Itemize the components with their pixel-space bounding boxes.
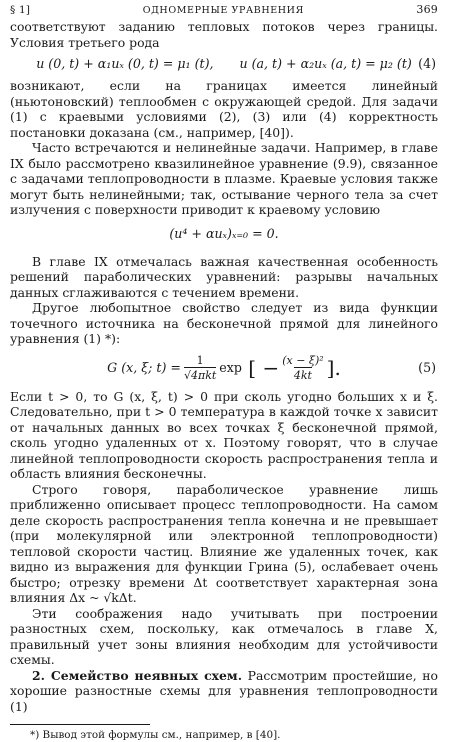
equation-5-numerator: 1 bbox=[196, 353, 204, 367]
equation-5-fraction bbox=[184, 354, 216, 382]
equation-5-denominator: √4πkt bbox=[183, 368, 217, 382]
equation-5-exp: exp bbox=[219, 359, 242, 375]
paragraph-7: Строго говоря, параболическое уравнение лишь приближенно описывает процесс теплопроводности. На самом деле скорость распространения тепла конечна и не превышает (при молекулярной или электронной теплопроводности) тепловой скорости частиц. Влияние же удаленных точек, как видно из выражения для функции Грина (5), ослабевает очень быстро; отрезку времени Δt соответствует характерная зона влияния Δx ~ √kΔt. bbox=[10, 481, 438, 605]
equation-5-lhs: G (x, ξ; t) = bbox=[107, 359, 181, 375]
running-head bbox=[10, 3, 438, 19]
subsection-heading: 2. Семейство неявных схем. bbox=[32, 667, 243, 683]
footnote: *) Вывод этой формулы см., например, в [40]. bbox=[30, 729, 281, 741]
equation-nonlinear-text: (u⁴ + αuₓ)ₓ₌₀ = 0. bbox=[169, 225, 279, 241]
paragraph-5: Другое любопытное свойство следует из вида функции точечного источника на бесконечной прямой для линейного уравнения (1) *): bbox=[10, 300, 438, 346]
left-bracket: [ − bbox=[241, 355, 280, 380]
section-marker: § 1] bbox=[10, 4, 31, 16]
equation-5-exponent-denominator: 4kt bbox=[293, 368, 312, 382]
paragraph-3: Часто встречаются и нелинейные задачи. Например, в главе IX было рассмотрено квазилинейное уравнение (9.9), связанное с задачами теплопроводности в плазме. Краевые условия также могут быть нелинейными; так, остывание черного тела за счет излучения с поверхности приводит к краевому условию bbox=[10, 140, 438, 217]
equation-nonlinear bbox=[10, 220, 438, 248]
main-text bbox=[10, 19, 438, 714]
equation-5 bbox=[10, 350, 438, 386]
paragraph-9-text: Рассмотрим простейшие, но хорошие разностные схемы для уравнения теплопроводности (1) bbox=[10, 667, 438, 714]
footnote-rule bbox=[10, 724, 150, 725]
paragraph-2: возникают, если на границах имеется линейный (ньютоновский) теплообмен с окружающей средой. Для задачи (1) с краевыми условиями (2), (3) или (4) корректность постановки доказана (см., например, [40]). bbox=[10, 78, 438, 140]
page-number: 369 bbox=[416, 3, 438, 16]
equation-4-number: (4) bbox=[418, 56, 436, 72]
equation-4 bbox=[10, 52, 438, 76]
paragraph-6: Если t > 0, то G (x, ξ, t) > 0 при сколь угодно больших x и ξ. Следовательно, при t > 0 температура в каждой точке x зависит от начальных данных во всех точках ξ бесконечной прямой, сколь угодно удаленных от x. Поэтому говорят, что в случае линейной теплопроводности скорость распространения тепла и область влияния бесконечны. bbox=[10, 388, 438, 481]
equation-5-exponent-fraction bbox=[282, 354, 323, 382]
paragraph-1: соответствуют заданию тепловых потоков через границы. Условия третьего рода bbox=[10, 19, 438, 50]
paragraph-8: Эти соображения надо учитывать при построении разностных схем, поскольку, как отмечалось в главе X, правильный учет зоны влияния необходим для устойчивости схемы. bbox=[10, 605, 438, 667]
paragraph-4: В главе IX отмечалась важная качественная особенность решений параболических уравнений: разрывы начальных данных сглаживаются с течением времени. bbox=[10, 253, 438, 300]
equation-5-number: (5) bbox=[418, 359, 436, 375]
equation-4-left: u (0, t) + α₁uₓ (0, t) = μ₁ (t), bbox=[36, 56, 214, 72]
right-bracket: ]. bbox=[326, 355, 341, 380]
paragraph-9 bbox=[10, 668, 438, 715]
equation-4-right: u (a, t) + α₂uₓ (a, t) = μ₂ (t) bbox=[239, 56, 412, 72]
equation-5-exponent-numerator: (x − ξ)² bbox=[282, 353, 324, 367]
running-title: ОДНОМЕРНЫЕ УРАВНЕНИЯ bbox=[142, 5, 304, 16]
